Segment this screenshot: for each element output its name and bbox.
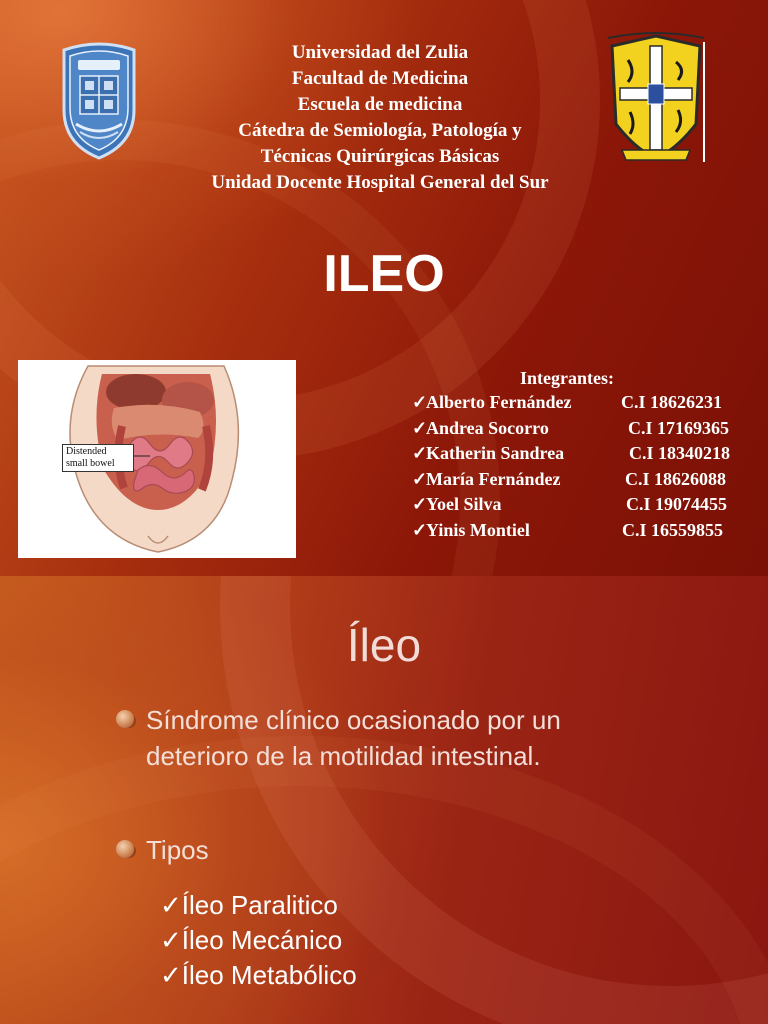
callout-line: Distended <box>66 446 107 457</box>
anatomy-illustration <box>18 360 296 558</box>
members-list <box>412 366 762 543</box>
type-item: ✓Íleo Mecánico <box>160 925 343 955</box>
member-row <box>412 416 762 442</box>
header-line: Técnicas Quirúrgicas Básicas <box>260 146 500 167</box>
university-logo <box>58 40 140 160</box>
member-ci: C.I 17169365 <box>628 417 730 438</box>
member-ci: C.I 18340218 <box>629 443 731 463</box>
check-icon: ✓ <box>412 494 428 514</box>
bullet-line: deterioro de la motilidad intestinal. <box>146 741 541 771</box>
member-ci: C.I 19074455 <box>626 494 728 514</box>
check-icon: ✓ <box>412 392 428 412</box>
member-row <box>412 518 762 544</box>
check-icon: ✓ <box>412 519 428 540</box>
bullet-icon <box>116 710 134 728</box>
member-row <box>412 441 762 467</box>
check-icon: ✓ <box>412 443 428 463</box>
member-row <box>412 390 762 416</box>
member-name: Yoel Silva <box>426 494 502 514</box>
abdomen-drawing <box>18 360 296 558</box>
anatomy-callout <box>62 444 134 472</box>
member-name: Alberto Fernández <box>426 392 572 412</box>
slide-main-title: ILEO <box>323 245 445 303</box>
faculty-logo <box>606 32 706 164</box>
member-name: Katherin Sandrea <box>426 443 565 463</box>
institution-header <box>150 40 610 196</box>
check-icon: ✓ <box>412 417 428 438</box>
member-name: María Fernández <box>426 468 561 489</box>
member-row <box>412 492 762 518</box>
member-name: Yinis Montiel <box>426 519 530 540</box>
header-line: Cátedra de Semiología, Patología y <box>238 120 522 141</box>
member-ci: C.I 18626231 <box>621 392 723 412</box>
member-name: Andrea Socorro <box>426 417 549 438</box>
type-item: ✓Íleo Paralitico <box>160 890 338 920</box>
slide-ileo <box>0 576 768 1024</box>
bullet-icon <box>116 840 134 858</box>
bullet-text <box>146 702 561 774</box>
slide-heading: Íleo <box>346 619 422 671</box>
check-icon: ✓ <box>412 468 428 489</box>
bullet-text: Tipos <box>146 835 209 865</box>
header-line: Unidad Docente Hospital General del Sur <box>211 172 549 193</box>
header-line: Escuela de medicina <box>297 94 463 115</box>
type-item: ✓Íleo Metabólico <box>160 960 357 990</box>
header-line: Facultad de Medicina <box>291 68 469 89</box>
members-heading: Integrantes: <box>520 368 614 388</box>
callout-line: small bowel <box>66 458 115 469</box>
member-ci: C.I 16559855 <box>622 519 724 540</box>
bullet-line: Síndrome clínico ocasionado por un <box>146 705 561 735</box>
types-list <box>160 888 357 993</box>
member-row <box>412 467 762 493</box>
member-ci: C.I 18626088 <box>625 468 727 489</box>
header-line: Universidad del Zulia <box>291 42 469 63</box>
